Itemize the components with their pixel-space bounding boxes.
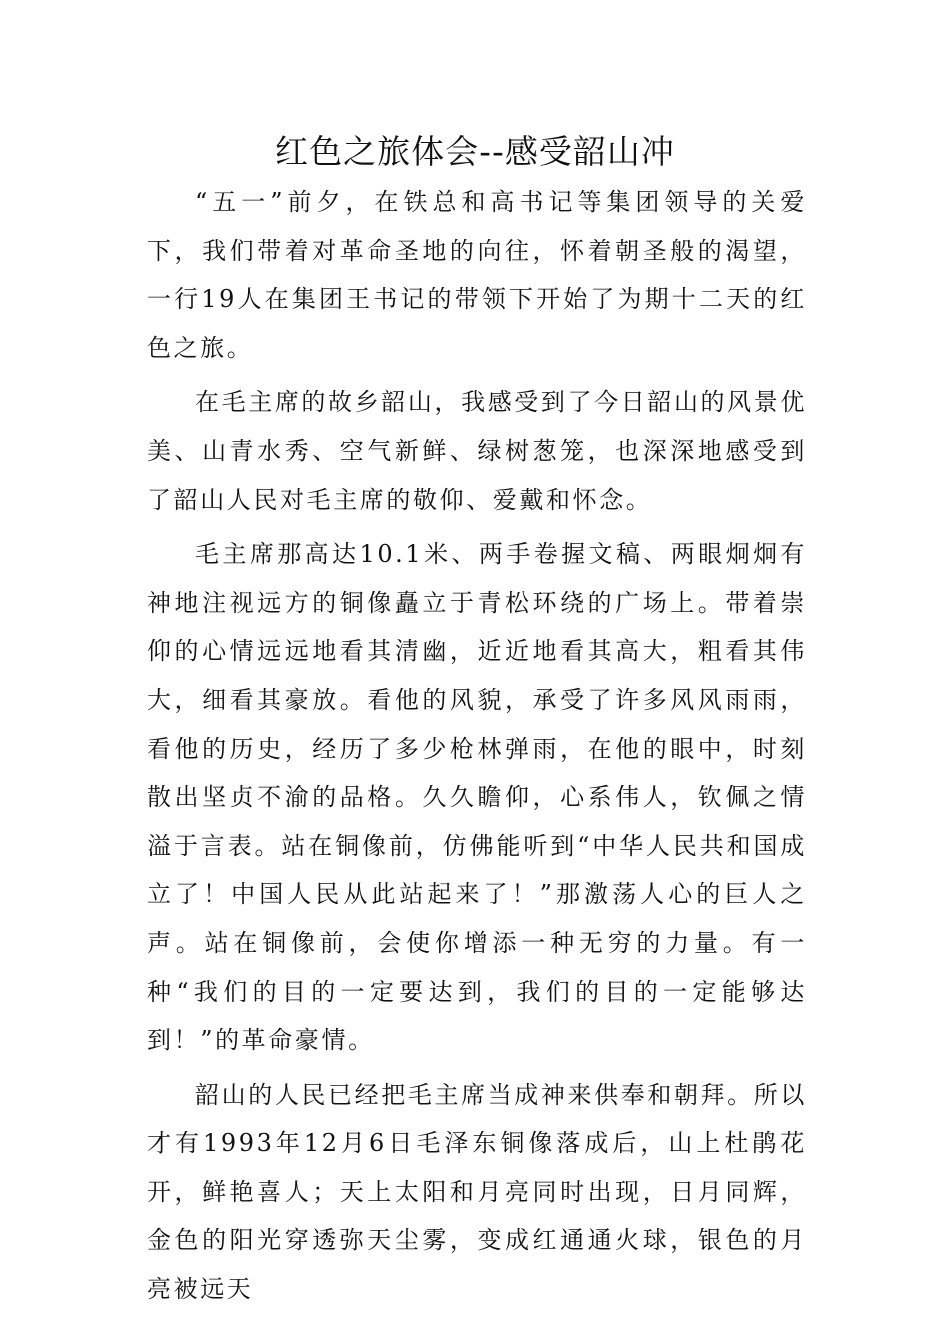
paragraph-4: 韶山的人民已经把毛主席当成神来供奉和朝拜。所以才有1993年12月6日毛泽东铜像落成后，山上杜鹃花开，鲜艳喜人；天上太阳和月亮同时出现，日月同辉，金色的阳光穿透弥天尘雾，变成红通通火球，银色的月亮被远天 <box>147 1080 807 1304</box>
document-body <box>147 178 807 1314</box>
paragraph-3: 毛主席那高达10.1米、两手卷握文稿、两眼炯炯有神地注视远方的铜像矗立于青松环绕的广场上。带着崇仰的心情远远地看其清幽，近近地看其高大，粗看其伟大，细看其豪放。看他的风貌，承受了许多风风雨雨，看他的历史，经历了多少枪林弹雨，在他的眼中，时刻散出坚贞不渝的品格。久久瞻仰，心系伟人，钦佩之情溢于言表。站在铜像前，仿佛能听到“中华人民共和国成立了！中国人民从此站起来了！”那激荡人心的巨人之声。站在铜像前，会使你增添一种无穷的力量。有一种“我们的目的一定要达到，我们的目的一定能够达到！”的革命豪情。 <box>147 540 807 1055</box>
paragraph-1: “五一”前夕，在铁总和高书记等集团领导的关爱下，我们带着对革命圣地的向往，怀着朝圣般的渴望，一行19人在集团王书记的带领下开始了为期十二天的红色之旅。 <box>147 188 807 362</box>
document-title: 红色之旅体会--感受韶山冲 <box>275 132 675 171</box>
paragraph-2: 在毛主席的故乡韶山，我感受到了今日韶山的风景优美、山青水秀、空气新鲜、绿树葱笼，也深深地感受到了韶山人民对毛主席的敬仰、爱戴和怀念。 <box>147 388 807 514</box>
